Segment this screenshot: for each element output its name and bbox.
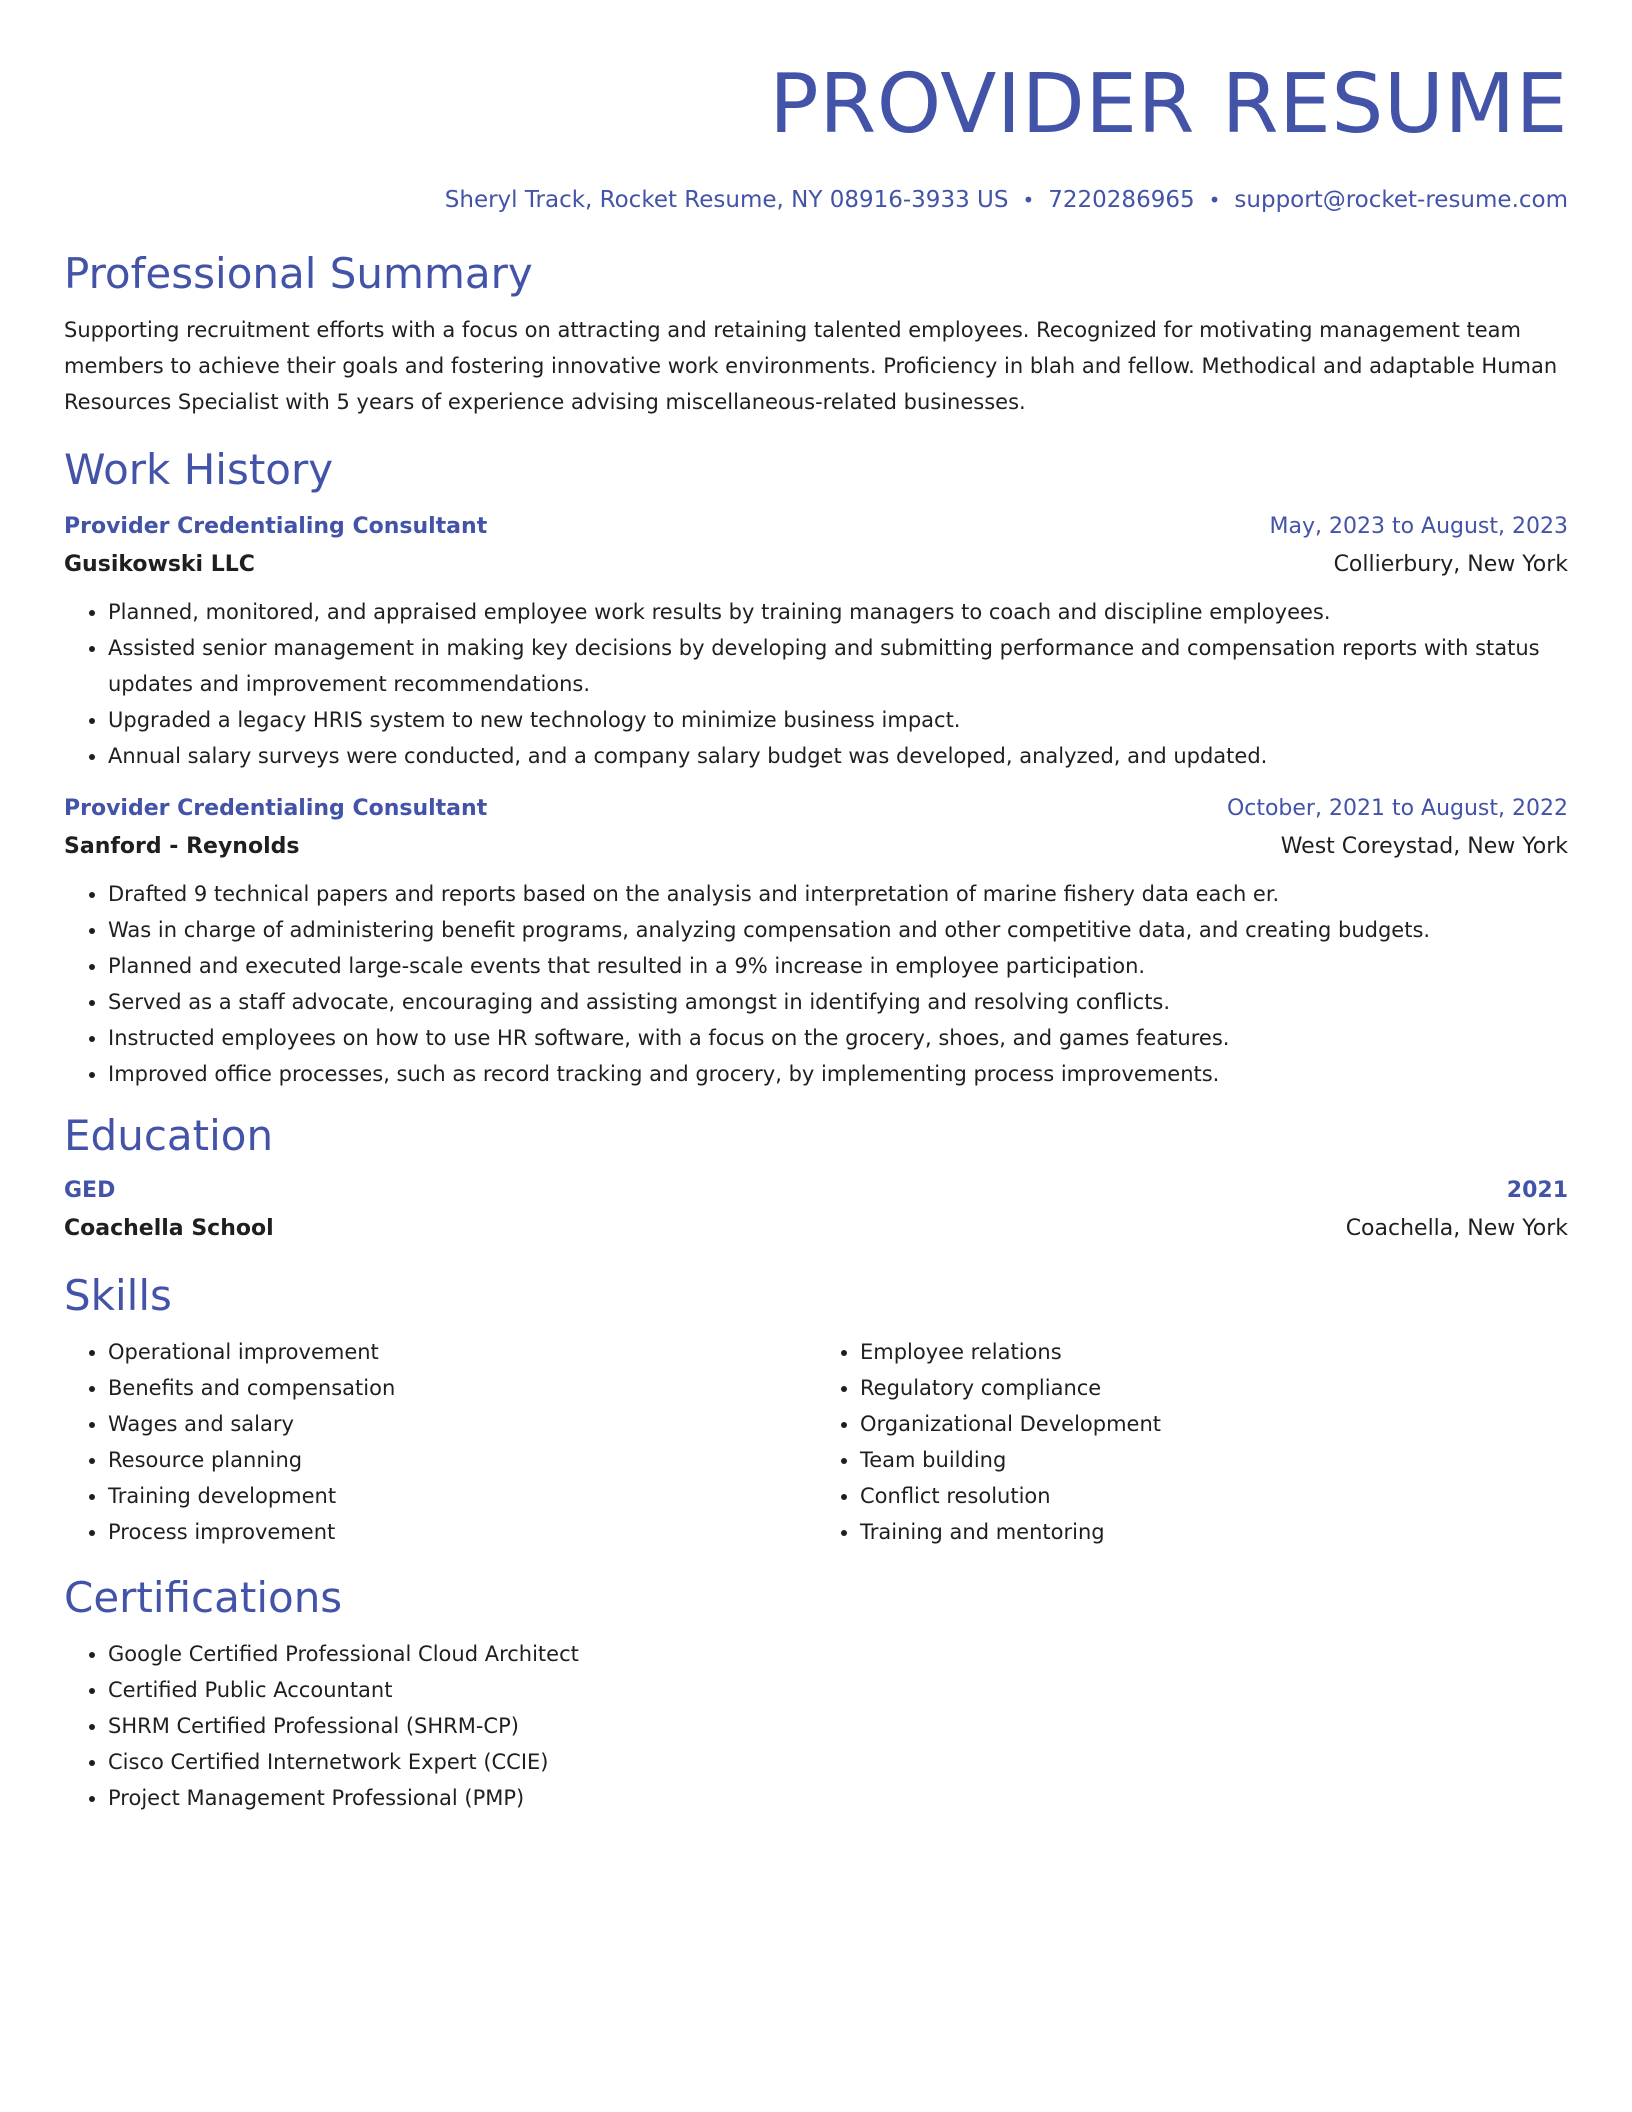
job-bullets bbox=[64, 876, 1568, 1092]
skills-section bbox=[64, 1270, 1568, 1550]
education-year: 2021 bbox=[1506, 1178, 1568, 1203]
skills-list bbox=[816, 1334, 1568, 1550]
skill-item: • Employee relations bbox=[860, 1334, 1568, 1370]
section-title-summary: Professional Summary bbox=[64, 249, 533, 298]
job-entry bbox=[64, 510, 1568, 774]
job-dates: May, 2023 to August, 2023 bbox=[1269, 514, 1568, 539]
education-school-row bbox=[64, 1212, 1568, 1246]
skill-item: • Training and mentoring bbox=[860, 1514, 1568, 1550]
skill-item: • Conflict resolution bbox=[860, 1478, 1568, 1514]
job-bullet: • Planned, monitored, and appraised employee work results by training managers to coach and discipline employees. bbox=[108, 594, 1568, 630]
job-employer-row bbox=[64, 548, 1568, 582]
section-title-work-history: Work History bbox=[64, 445, 334, 494]
job-bullets bbox=[64, 594, 1568, 774]
summary-text: Supporting recruitment efforts with a focus on attracting and retaining talented employees. Recognized for motivating management team members to achieve their goals and fostering innovative work environments. Proficiency in blah and fellow. Methodical and adaptable Human Resources Specialist with 5 years of experience advising miscellaneous-related businesses. bbox=[64, 318, 1558, 414]
contact-separator: • bbox=[1022, 188, 1035, 212]
job-bullet: • Was in charge of administering benefit programs, analyzing compensation and other competitive data, and creating budgets. bbox=[108, 912, 1568, 948]
resume-header bbox=[64, 58, 1568, 216]
education-degree: GED bbox=[64, 1178, 116, 1203]
job-entry bbox=[64, 792, 1568, 1092]
education-location: Coachella, New York bbox=[1345, 1216, 1568, 1241]
job-dates: October, 2021 to August, 2022 bbox=[1226, 796, 1568, 821]
skills-column-right bbox=[816, 1334, 1568, 1550]
job-location: West Coreystad, New York bbox=[1280, 834, 1568, 859]
contact-line bbox=[64, 184, 1568, 216]
job-header-row bbox=[64, 792, 1568, 826]
job-bullet: • Assisted senior management in making key decisions by developing and submitting performance and compensation reports with status updates and improvement recommendations. bbox=[108, 630, 1568, 702]
education-section bbox=[64, 1110, 1568, 1246]
section-title-certifications: Certifications bbox=[64, 1573, 343, 1622]
skill-item: • Operational improvement bbox=[108, 1334, 816, 1370]
certifications-section bbox=[64, 1572, 1568, 1816]
skills-column-left bbox=[64, 1334, 816, 1550]
job-title: Provider Credentialing Consultant bbox=[64, 796, 488, 821]
contact-email[interactable]: support@rocket-resume.com bbox=[1234, 187, 1568, 213]
skill-item: • Resource planning bbox=[108, 1442, 816, 1478]
job-bullet: • Instructed employees on how to use HR software, with a focus on the grocery, shoes, and games features. bbox=[108, 1020, 1568, 1056]
certification-item: • Certified Public Accountant bbox=[108, 1672, 1568, 1708]
job-employer: Sanford - Reynolds bbox=[64, 834, 300, 859]
job-bullet: • Served as a staff advocate, encouraging and assisting amongst in identifying and resolving conflicts. bbox=[108, 984, 1568, 1020]
skill-item: • Regulatory compliance bbox=[860, 1370, 1568, 1406]
job-bullet: • Annual salary surveys were conducted, and a company salary budget was developed, analyzed, and updated. bbox=[108, 738, 1568, 774]
summary-section bbox=[64, 248, 1568, 420]
certification-item: • Project Management Professional (PMP) bbox=[108, 1780, 1568, 1816]
job-header-row bbox=[64, 510, 1568, 544]
section-title-skills: Skills bbox=[64, 1271, 172, 1320]
job-title: Provider Credentialing Consultant bbox=[64, 514, 488, 539]
job-location: Collierbury, New York bbox=[1333, 552, 1568, 577]
education-header-row bbox=[64, 1174, 1568, 1208]
skill-item: • Benefits and compensation bbox=[108, 1370, 816, 1406]
job-bullet: • Drafted 9 technical papers and reports based on the analysis and interpretation of marine fishery data each er. bbox=[108, 876, 1568, 912]
certification-item: • Google Certified Professional Cloud Architect bbox=[108, 1636, 1568, 1672]
contact-address: Sheryl Track, Rocket Resume, NY 08916-3933 US bbox=[444, 187, 1009, 213]
work-history-section bbox=[64, 444, 1568, 1092]
job-bullet: • Improved office processes, such as record tracking and grocery, by implementing process improvements. bbox=[108, 1056, 1568, 1092]
skill-item: • Process improvement bbox=[108, 1514, 816, 1550]
skills-grid bbox=[64, 1334, 1568, 1550]
certifications-list bbox=[64, 1636, 1568, 1816]
skill-item: • Team building bbox=[860, 1442, 1568, 1478]
skill-item: • Wages and salary bbox=[108, 1406, 816, 1442]
education-school: Coachella School bbox=[64, 1216, 274, 1241]
skill-item: • Organizational Development bbox=[860, 1406, 1568, 1442]
certification-item: • Cisco Certified Internetwork Expert (CCIE) bbox=[108, 1744, 1568, 1780]
skills-list bbox=[64, 1334, 816, 1550]
contact-phone: 7220286965 bbox=[1048, 187, 1195, 213]
job-bullet: • Planned and executed large-scale events that resulted in a 9% increase in employee participation. bbox=[108, 948, 1568, 984]
certification-item: • SHRM Certified Professional (SHRM-CP) bbox=[108, 1708, 1568, 1744]
section-title-education: Education bbox=[64, 1111, 274, 1160]
job-bullet: • Upgraded a legacy HRIS system to new technology to minimize business impact. bbox=[108, 702, 1568, 738]
job-employer: Gusikowski LLC bbox=[64, 552, 255, 577]
job-employer-row bbox=[64, 830, 1568, 864]
resume-title: PROVIDER RESUME bbox=[769, 57, 1568, 152]
skill-item: • Training development bbox=[108, 1478, 816, 1514]
contact-separator: • bbox=[1208, 188, 1221, 212]
